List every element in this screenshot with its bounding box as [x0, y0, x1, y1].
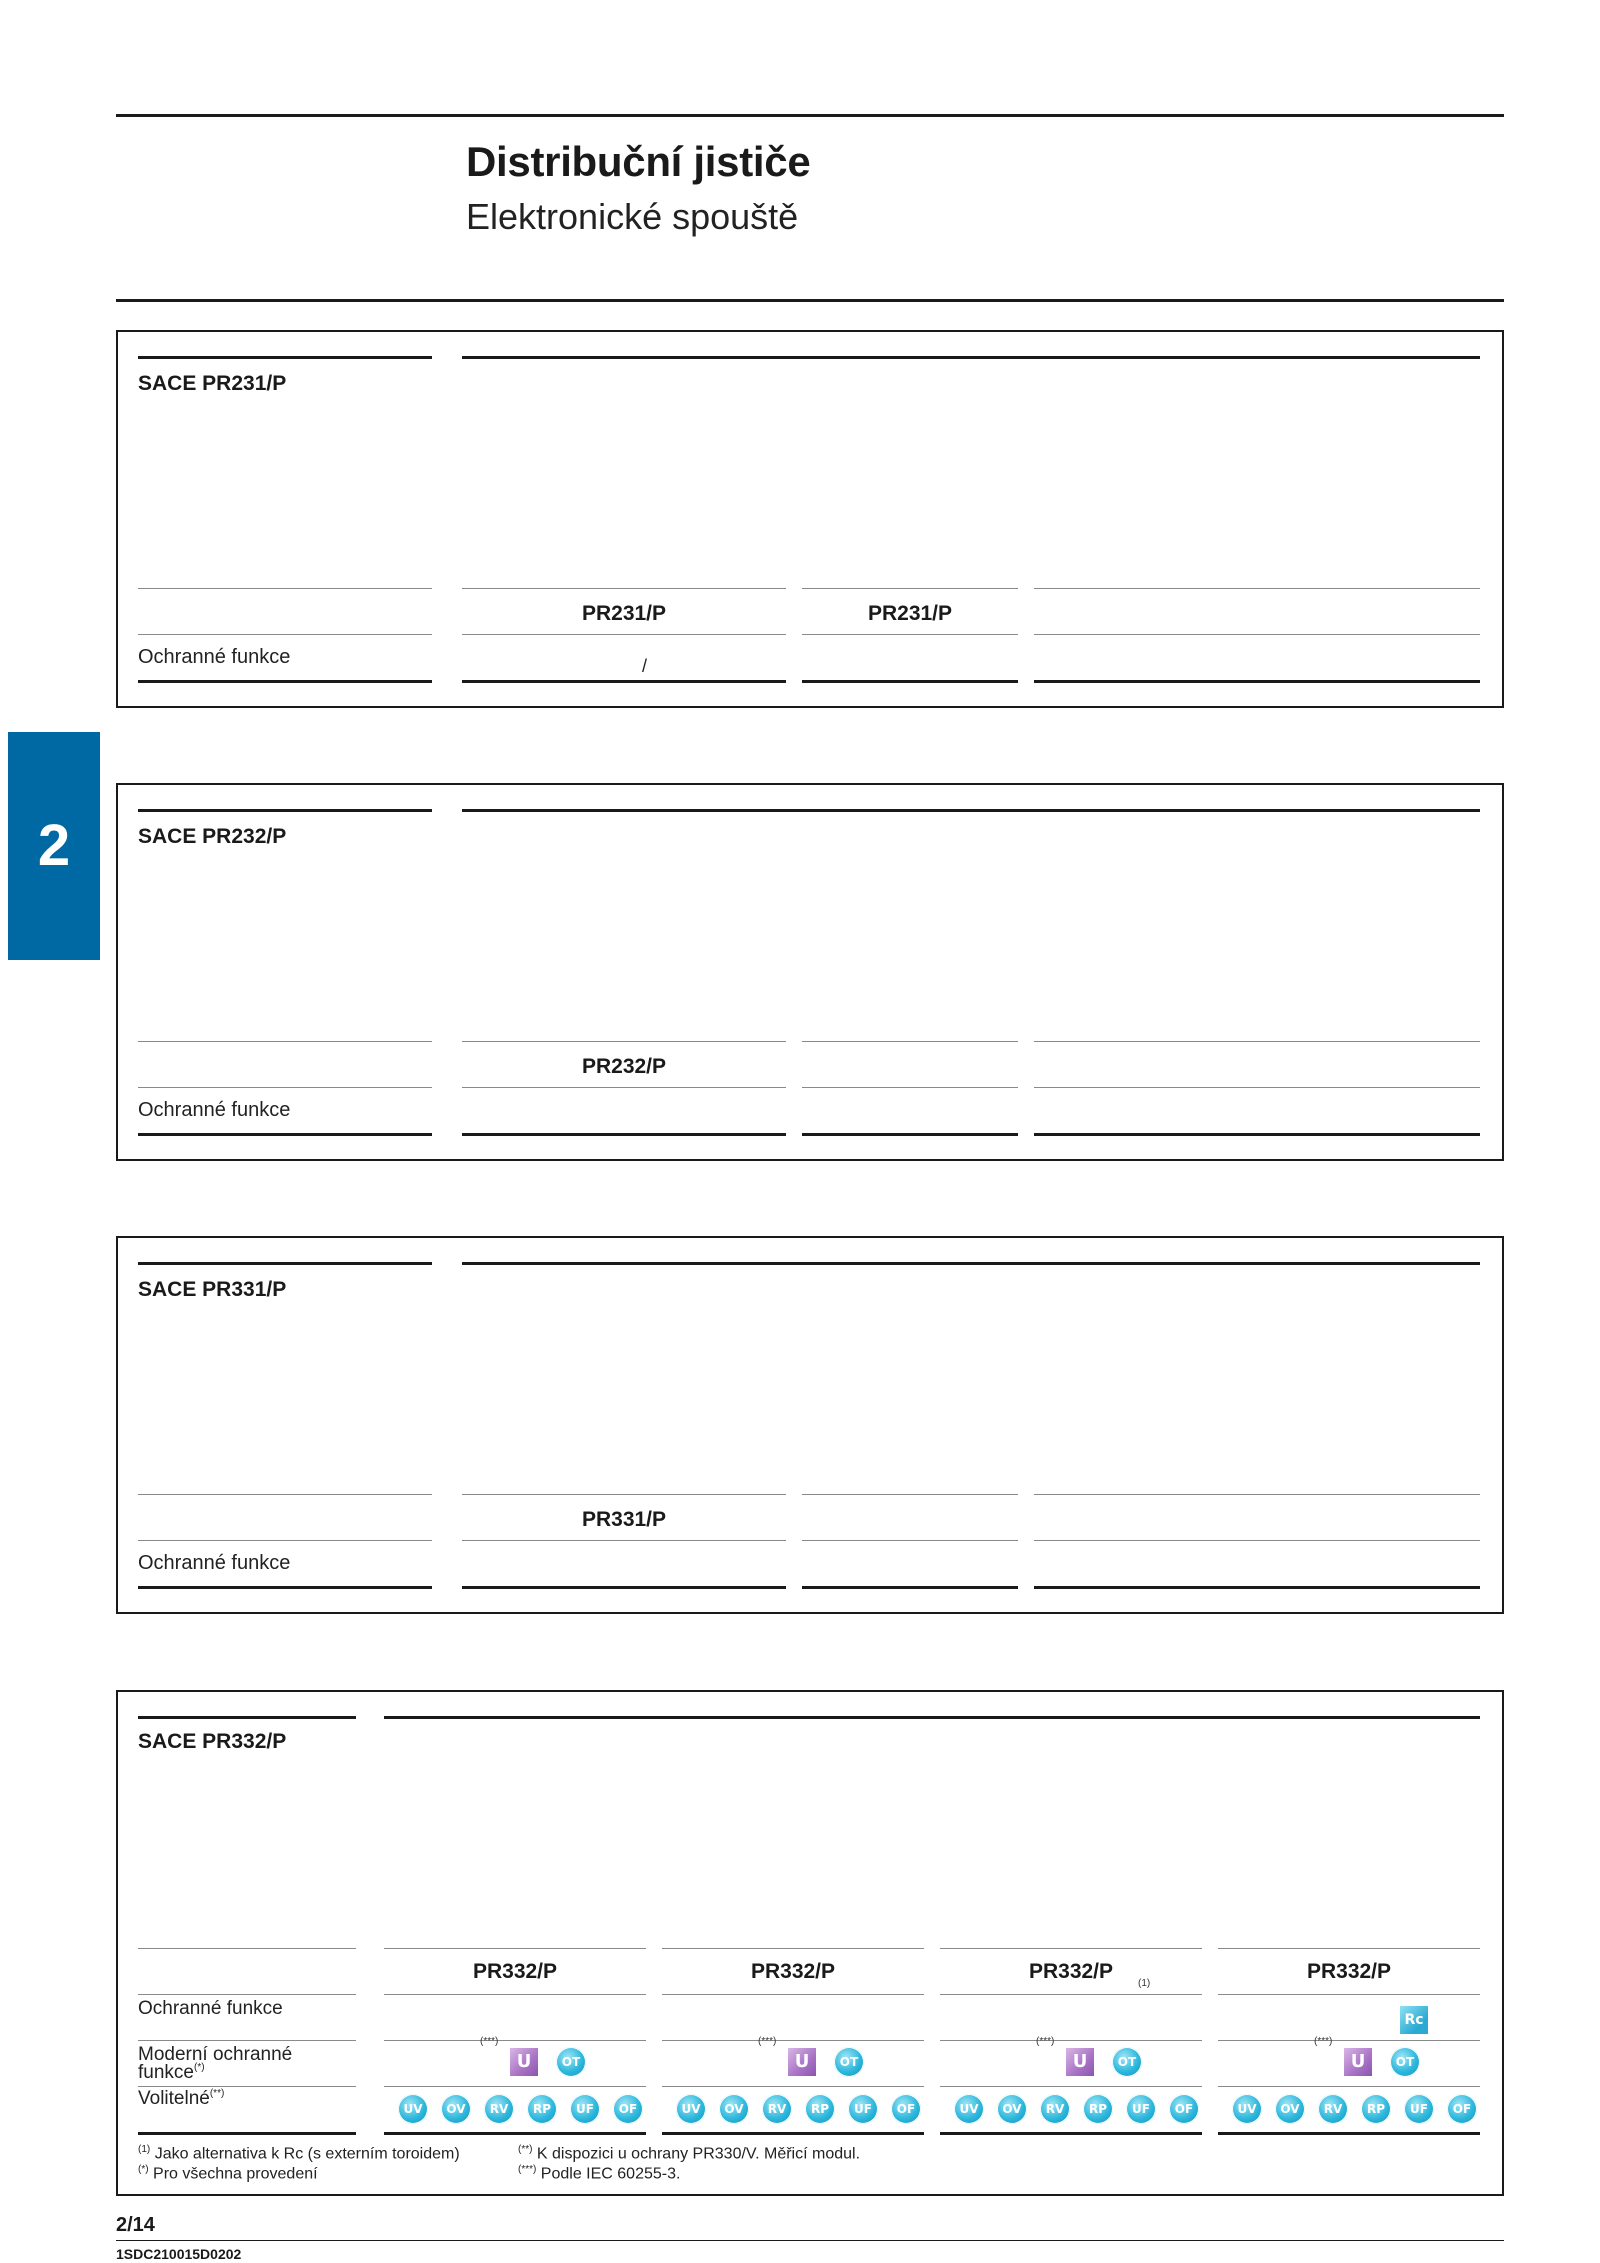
section-pr331 [116, 1236, 1504, 1614]
column-header: PR332/P [750, 1960, 836, 1983]
column-header: PR332/P [472, 1960, 558, 1983]
page-number: 2/14 [116, 2214, 155, 2236]
rv-icon: RV [762, 2094, 792, 2124]
ot-icon: OT [1390, 2047, 1420, 2077]
uf-icon: UF [848, 2094, 878, 2124]
header-top-rule [116, 114, 1504, 117]
section-pr232 [116, 783, 1504, 1161]
section-pr332 [116, 1690, 1504, 2196]
chapter-number: 2 [37, 813, 71, 878]
footnote: (**) K dispozici u ochrany PR330/V. Měřicí modul. [518, 2144, 861, 2163]
ot-icon: OT [556, 2047, 586, 2077]
of-icon: OF [1169, 2094, 1199, 2124]
slash-mark: / [642, 656, 648, 676]
ot-icon: OT [834, 2047, 864, 2077]
row-label-advanced: Moderní ochranné [138, 2044, 293, 2065]
note-3-mark: (***) [758, 2036, 777, 2047]
rv-icon: RV [1040, 2094, 1070, 2124]
row-label: Ochranné funkce [138, 1099, 291, 1121]
of-icon: OF [1447, 2094, 1477, 2124]
header-bottom-rule [116, 299, 1504, 302]
u-icon: U [1344, 2048, 1372, 2076]
section-title: SACE PR232/P [138, 825, 287, 848]
row-label-advanced-2: funkce(*) [138, 2062, 205, 2083]
rc-icon: Rc [1400, 2006, 1428, 2034]
rv-icon: RV [484, 2094, 514, 2124]
section-title: SACE PR231/P [138, 372, 287, 395]
row-label-protection: Ochranné funkce [138, 1998, 283, 2019]
page-subtitle: Elektronické spouště [466, 196, 799, 237]
footer-rule [116, 2240, 1504, 2241]
uv-icon: UV [676, 2094, 706, 2124]
of-icon: OF [891, 2094, 921, 2124]
section-title: SACE PR331/P [138, 1278, 287, 1301]
uf-icon: UF [1126, 2094, 1156, 2124]
ot-icon: OT [1112, 2047, 1142, 2077]
row-label-optional: Volitelné(**) [138, 2088, 225, 2109]
note-1-mark: (1) [1138, 1978, 1151, 1989]
ov-icon: OV [1275, 2094, 1305, 2124]
uv-icon: UV [398, 2094, 428, 2124]
u-icon: U [788, 2048, 816, 2076]
row-label: Ochranné funkce [138, 1552, 291, 1574]
row-label: Ochranné funkce [138, 646, 291, 668]
document-code: 1SDC210015D0202 [116, 2246, 242, 2262]
note-3-mark: (***) [1036, 2036, 1055, 2047]
column-header: PR232/P [581, 1055, 667, 1078]
rp-icon: RP [805, 2094, 835, 2124]
footnote: (***) Podle IEC 60255-3. [518, 2164, 681, 2183]
uv-icon: UV [1232, 2094, 1262, 2124]
u-icon: U [510, 2048, 538, 2076]
footnote: (*) Pro všechna provedení [138, 2164, 318, 2183]
column-header: PR332/P [1028, 1960, 1114, 1983]
of-icon: OF [613, 2094, 643, 2124]
rv-icon: RV [1318, 2094, 1348, 2124]
rp-icon: RP [1361, 2094, 1391, 2124]
uv-icon: UV [954, 2094, 984, 2124]
uf-icon: UF [1404, 2094, 1434, 2124]
column-header: PR231/P [581, 602, 667, 625]
chapter-tab [8, 732, 100, 960]
ov-icon: OV [997, 2094, 1027, 2124]
ov-icon: OV [719, 2094, 749, 2124]
note-3-mark: (***) [480, 2036, 499, 2047]
column-header: PR332/P [1306, 1960, 1392, 1983]
column-header: PR231/P [867, 602, 953, 625]
page-title: Distribuční jističe [466, 138, 811, 185]
rp-icon: RP [1083, 2094, 1113, 2124]
column-header: PR331/P [581, 1508, 667, 1531]
uf-icon: UF [570, 2094, 600, 2124]
u-icon: U [1066, 2048, 1094, 2076]
ov-icon: OV [441, 2094, 471, 2124]
rp-icon: RP [527, 2094, 557, 2124]
section-pr231 [116, 330, 1504, 708]
section-title: SACE PR332/P [138, 1730, 287, 1753]
note-3-mark: (***) [1314, 2036, 1333, 2047]
footnote: $^{(1)}$ Jako alternativa k Rc (s externím toroidem) [138, 2144, 460, 2163]
